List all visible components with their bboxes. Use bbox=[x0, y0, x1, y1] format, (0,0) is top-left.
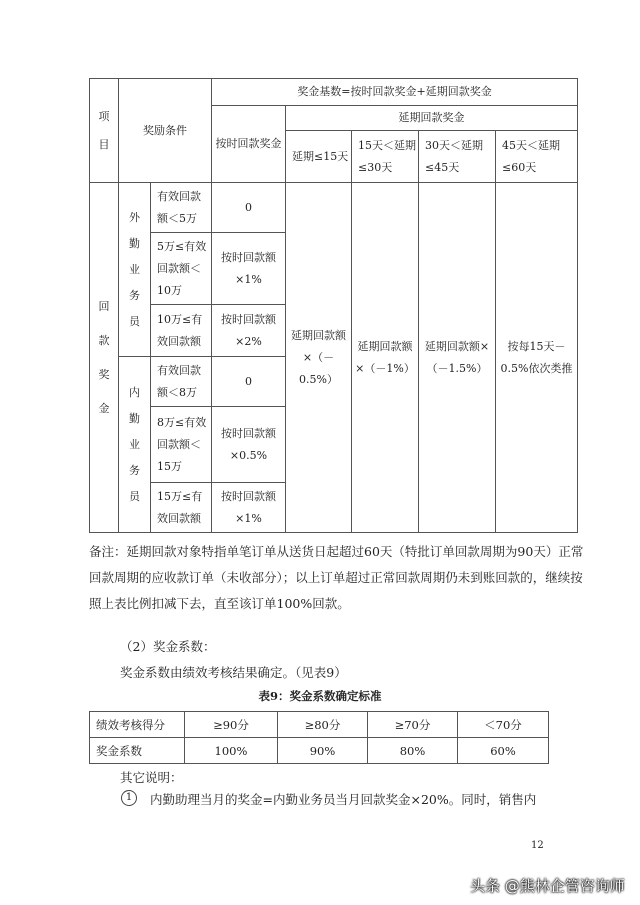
header-delay-3: 30天＜延期≤45天 bbox=[419, 131, 496, 183]
score-cell: ＜70分 bbox=[458, 712, 549, 738]
header-condition: 奖励条件 bbox=[119, 79, 212, 183]
condition-cell: 5万≤有效回款额＜10万 bbox=[151, 233, 212, 305]
score-cell: ≥80分 bbox=[278, 712, 368, 738]
delay-value-4: 按每15天－0.5%依次类推 bbox=[496, 183, 578, 533]
category-cell: 回款奖金 bbox=[90, 183, 119, 533]
page-number: 12 bbox=[531, 840, 544, 851]
table-note: 备注：延期回款对象特指单笔订单从送货日起超过60天（特批订单回款周期为90天）正常回款周期的应收款订单（未收部分）；以上订单超过正常回款周期仍未到账回款的，继续按照上表比例扣减下去，直至该订单100%回款。 bbox=[89, 544, 584, 611]
condition-cell: 15万≤有效回款额 bbox=[151, 483, 212, 533]
header-delay-1: 延期≤15天 bbox=[286, 131, 352, 183]
ontime-bonus-cell: 按时回款额×2% bbox=[212, 305, 286, 357]
group-name-inside: 内勤业务员 bbox=[119, 357, 151, 533]
group-name-outside: 外勤业务员 bbox=[119, 183, 151, 357]
condition-cell: 8万≤有效回款额＜15万 bbox=[151, 407, 212, 483]
header-delay: 延期回款奖金 bbox=[286, 106, 578, 131]
header-delay-4: 45天＜延期≤60天 bbox=[496, 131, 578, 183]
ontime-bonus-cell: 0 bbox=[212, 183, 286, 233]
coefficient-table bbox=[89, 711, 549, 764]
header-base: 奖金基数=按时回款奖金+延期回款奖金 bbox=[212, 79, 578, 106]
condition-cell: 有效回款额＜5万 bbox=[151, 183, 212, 233]
section-2-title: （2）奖金系数： bbox=[120, 639, 216, 654]
ontime-bonus-cell: 按时回款额×1% bbox=[212, 483, 286, 533]
score-cell: ≥90分 bbox=[185, 712, 278, 738]
score-cell: ≥70分 bbox=[368, 712, 458, 738]
coefficient-cell: 100% bbox=[185, 738, 278, 764]
condition-cell: 有效回款额＜8万 bbox=[151, 357, 212, 407]
ontime-bonus-cell: 按时回款额×1% bbox=[212, 233, 286, 305]
delay-value-3: 延期回款额×（－1.5%） bbox=[419, 183, 496, 533]
coefficient-cell: 90% bbox=[278, 738, 368, 764]
score-label: 绩效考核得分 bbox=[90, 712, 185, 738]
header-delay-2: 15天＜延期≤30天 bbox=[352, 131, 419, 183]
ontime-bonus-cell: 按时回款额×0.5% bbox=[212, 407, 286, 483]
coefficient-label: 奖金系数 bbox=[90, 738, 185, 764]
header-ontime: 按时回款奖金 bbox=[212, 106, 286, 183]
watermark-text: 头条 @熊林企管咨询师 bbox=[470, 877, 625, 895]
ontime-bonus-cell: 0 bbox=[212, 357, 286, 407]
condition-cell: 10万≤有效回款额 bbox=[151, 305, 212, 357]
header-item: 项目 bbox=[90, 79, 119, 183]
item-1-text: 内勤助理当月的奖金=内勤业务员当月回款奖金×20%。同时，销售内 bbox=[150, 792, 537, 807]
coefficient-cell: 80% bbox=[368, 738, 458, 764]
delay-value-1: 延期回款额×（－0.5%） bbox=[286, 183, 352, 533]
section-2-text: 奖金系数由绩效考核结果确定。（见表9） bbox=[120, 665, 347, 680]
other-notes-title: 其它说明： bbox=[120, 770, 183, 785]
bonus-table bbox=[89, 78, 578, 533]
item-number-badge: 1 bbox=[121, 790, 137, 806]
coefficient-cell: 60% bbox=[458, 738, 549, 764]
delay-value-2: 延期回款额×（－1%） bbox=[352, 183, 419, 533]
table-2-caption: 表9：奖金系数确定标准 bbox=[258, 689, 382, 703]
